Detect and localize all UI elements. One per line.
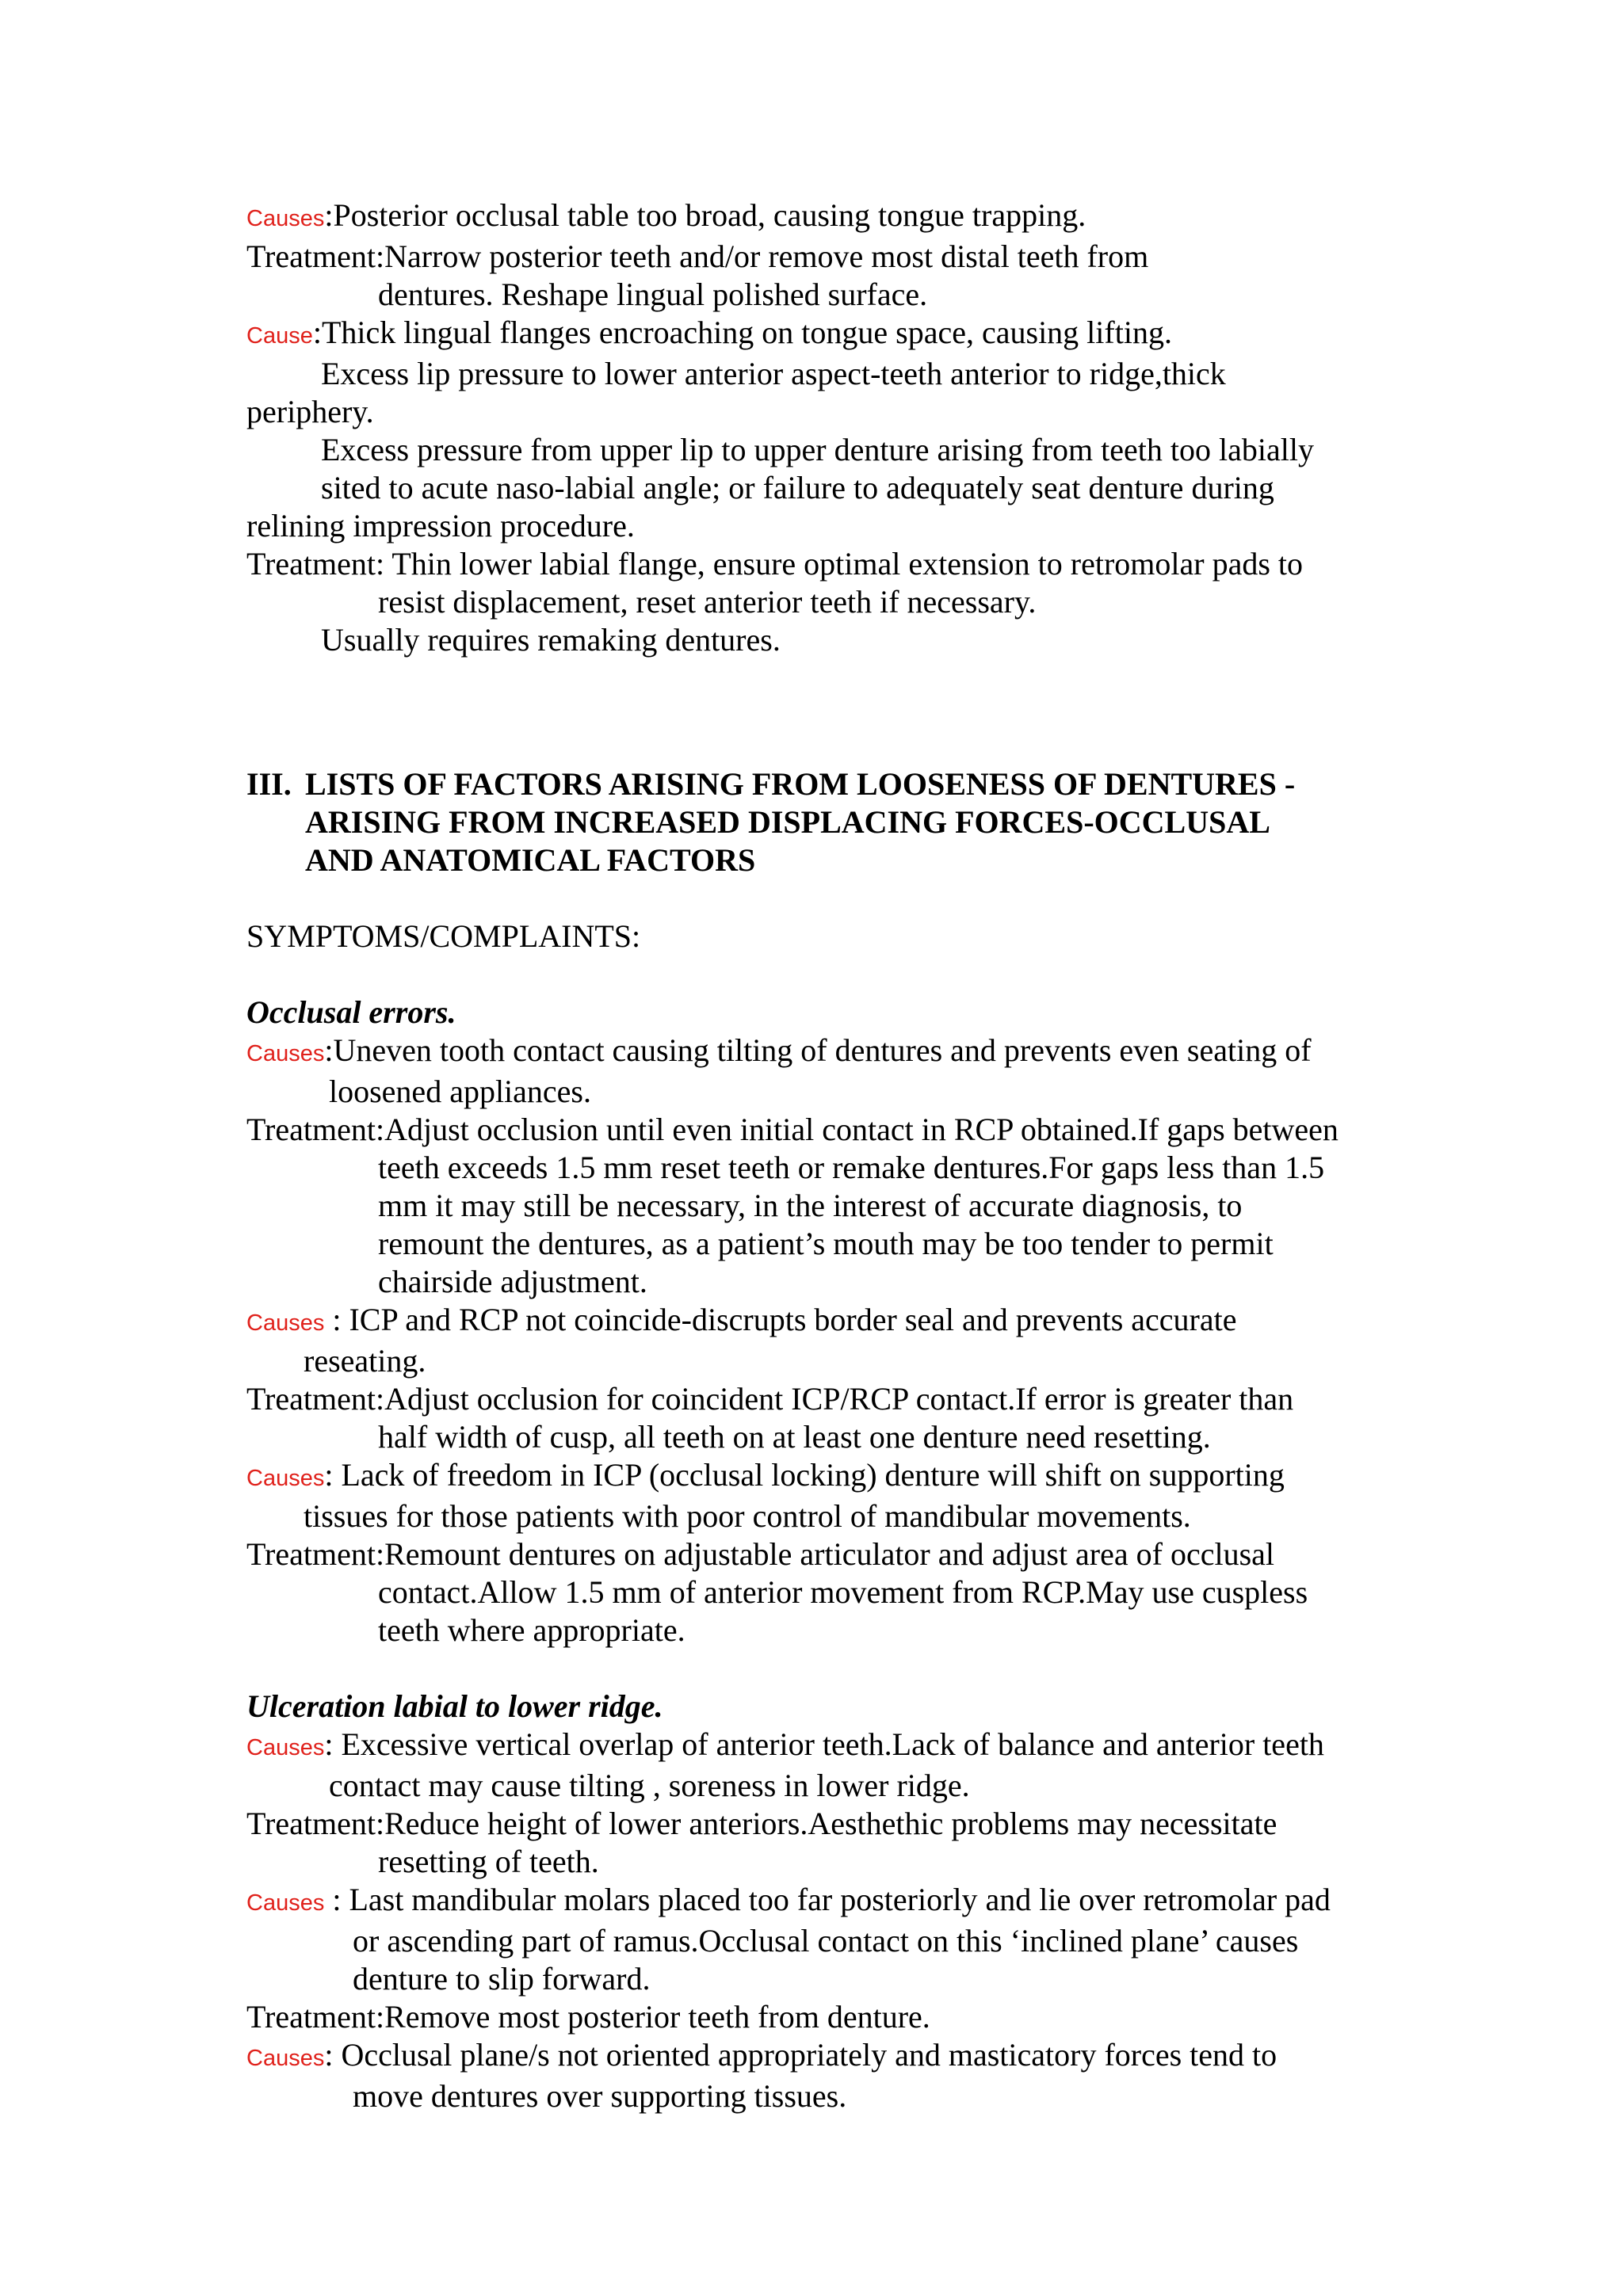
cause-line <box>246 1726 1403 1767</box>
cause-line: Excess pressure from upper lip to upper denture arising from teeth too labially <box>321 432 1314 467</box>
cause-line: reseating. <box>304 1343 426 1379</box>
subsection-heading: Ulceration labial to lower ridge. <box>246 1688 663 1724</box>
cause-line: contact may cause tilting , soreness in lower ridge. <box>329 1768 970 1803</box>
treatment-line: teeth where appropriate. <box>378 1612 685 1648</box>
spacer <box>246 879 1403 917</box>
cause-line: tissues for those patients with poor control of mandibular movements. <box>304 1498 1191 1534</box>
cause-text: : Occlusal plane/s not oriented appropriately and masticatory forces tend to <box>324 2037 1277 2073</box>
cause-line <box>246 1456 1403 1497</box>
spacer <box>246 1650 1403 1688</box>
cause-line: denture to slip forward. <box>353 1961 651 1997</box>
section-heading-line <box>246 765 1403 803</box>
cause-line <box>246 196 1403 238</box>
causes-label: Causes <box>246 1041 325 1066</box>
cause-label: Cause <box>246 323 313 349</box>
treatment-line: Treatment: Thin lower labial flange, ensure optimal extension to retromolar pads to <box>246 546 1304 582</box>
causes-label: Causes <box>246 2046 325 2071</box>
cause-line: sited to acute naso-labial angle; or failure to adequately seat denture during <box>321 470 1274 505</box>
treatment-line: Treatment:Remove most posterior teeth from denture. <box>246 1999 930 2035</box>
cause-text: : Excessive vertical overlap of anterior teeth.Lack of balance and anterior teeth <box>324 1726 1324 1762</box>
treatment-line: remount the dentures, as a patient’s mouth may be too tender to permit <box>378 1226 1274 1261</box>
cause-line: loosened appliances. <box>329 1074 591 1109</box>
treatment-line: dentures. Reshape lingual polished surface. <box>378 277 928 312</box>
cause-line <box>246 1032 1403 1073</box>
treatment-line: Treatment:Adjust occlusion until even initial contact in RCP obtained.If gaps between <box>246 1112 1338 1147</box>
treatment-line: teeth exceeds 1.5 mm reset teeth or remake dentures.For gaps less than 1.5 <box>378 1150 1325 1185</box>
cause-text: : Last mandibular molars placed too far posteriorly and lie over retromolar pad <box>324 1882 1331 1917</box>
treatment-line: half width of cusp, all teeth on at least one denture need resetting. <box>378 1419 1211 1455</box>
section-heading <box>246 765 1403 879</box>
causes-label: Causes <box>246 1890 325 1916</box>
treatment-line: contact.Allow 1.5 mm of anterior movement from RCP.May use cuspless <box>378 1574 1308 1610</box>
spacer <box>246 659 1403 765</box>
treatment-line: resist displacement, reset anterior teeth if necessary. <box>378 584 1037 620</box>
treatment-line: Treatment:Adjust occlusion for coincident ICP/RCP contact.If error is greater than <box>246 1381 1294 1417</box>
cause-line <box>246 1881 1403 1922</box>
cause-line: move dentures over supporting tissues. <box>353 2078 847 2114</box>
cause-text: : Lack of freedom in ICP (occlusal locking) denture will shift on supporting <box>324 1457 1285 1493</box>
section-title-line: LISTS OF FACTORS ARISING FROM LOOSENESS OF DENTURES - <box>305 766 1296 802</box>
cause-text: :Thick lingual flanges encroaching on tongue space, causing lifting. <box>312 315 1172 350</box>
causes-label: Causes <box>246 1466 325 1491</box>
treatment-line: resetting of teeth. <box>378 1844 599 1879</box>
cause-line: or ascending part of ramus.Occlusal contact on this ‘inclined plane’ causes <box>353 1923 1299 1958</box>
cause-line: Excess lip pressure to lower anterior aspect-teeth anterior to ridge,thick <box>321 356 1226 391</box>
symptoms-heading: SYMPTOMS/COMPLAINTS: <box>246 918 641 954</box>
cause-line <box>246 1301 1403 1342</box>
section-number: III. <box>246 766 292 802</box>
treatment-line: chairside adjustment. <box>378 1264 647 1299</box>
causes-label: Causes <box>246 1735 325 1760</box>
treatment-line: Treatment:Reduce height of lower anteriors.Aesthethic problems may necessitate <box>246 1806 1277 1841</box>
treatment-line: mm it may still be necessary, in the interest of accurate diagnosis, to <box>378 1188 1243 1223</box>
cause-line <box>246 2036 1403 2077</box>
treatment-line: Treatment:Narrow posterior teeth and/or remove most distal teeth from <box>246 238 1149 274</box>
section-title-line: ARISING FROM INCREASED DISPLACING FORCES-OCCLUSAL <box>305 804 1270 840</box>
causes-label: Causes <box>246 206 325 231</box>
cause-line: periphery. <box>246 394 374 429</box>
cause-line: relining impression procedure. <box>246 508 635 543</box>
document-page <box>246 196 1403 2115</box>
causes-label: Causes <box>246 1310 325 1336</box>
cause-text: : ICP and RCP not coincide-discrupts border seal and prevents accurate <box>324 1302 1237 1337</box>
cause-text: :Posterior occlusal table too broad, causing tongue trapping. <box>324 197 1086 233</box>
spacer <box>246 955 1403 994</box>
subsection-heading: Occlusal errors. <box>246 994 456 1030</box>
section-title-line: AND ANATOMICAL FACTORS <box>305 842 756 878</box>
treatment-line: Usually requires remaking dentures. <box>321 622 781 658</box>
cause-text: :Uneven tooth contact causing tilting of dentures and prevents even seating of <box>324 1032 1312 1068</box>
treatment-line: Treatment:Remount dentures on adjustable articulator and adjust area of occlusal <box>246 1536 1275 1572</box>
cause-line <box>246 314 1403 355</box>
